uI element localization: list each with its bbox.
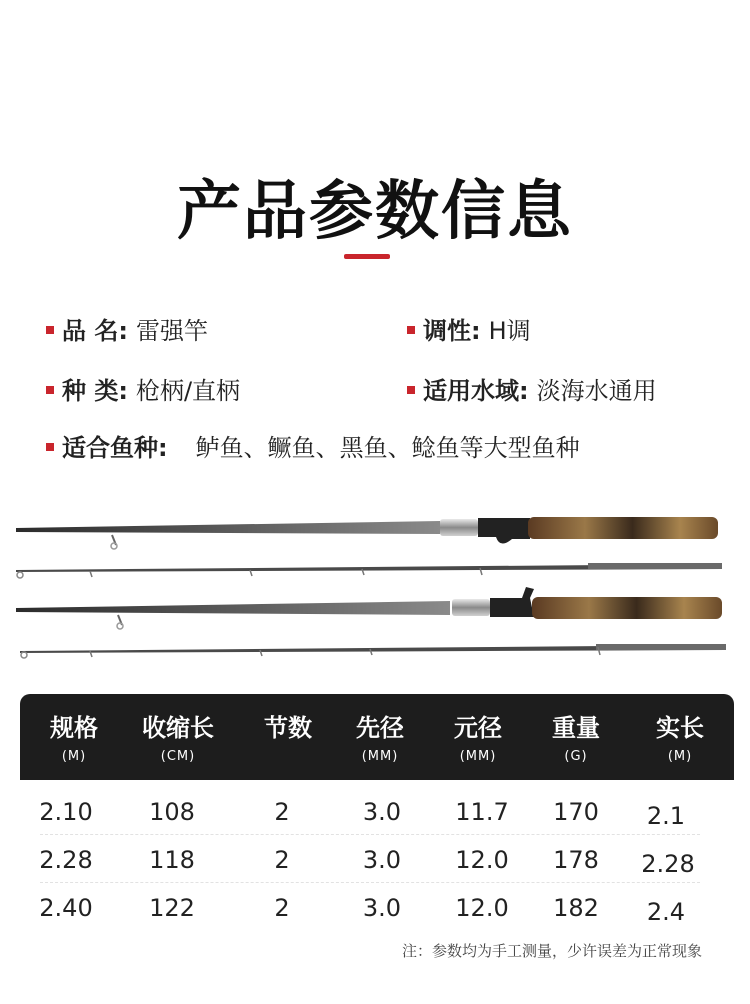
table-cell: 3.0 (362, 894, 402, 922)
bullet-icon (407, 326, 415, 334)
title-underline (344, 254, 390, 259)
table-cell: 118 (149, 846, 195, 874)
table-cell: 108 (149, 798, 195, 826)
column-header: 元径 (MM) (454, 714, 502, 764)
table-cell: 3.0 (362, 846, 402, 874)
table-cell: 2.4 (646, 898, 686, 926)
spec-type-label: 种 类: (62, 377, 128, 405)
table-cell: 2.1 (646, 802, 686, 830)
spec-water-label: 适用水域: (423, 377, 529, 405)
column-header: 规格 (M) (50, 714, 98, 764)
spec-table-header (20, 694, 734, 780)
spec-action-label: 调性: (423, 317, 481, 345)
table-cell: 12.0 (455, 846, 509, 874)
spec-type (46, 371, 240, 406)
bullet-icon (46, 443, 54, 451)
row-divider (40, 834, 700, 835)
spec-water (407, 371, 657, 406)
bullet-icon (407, 386, 415, 394)
table-cell: 182 (553, 894, 599, 922)
table-cell: 2 (274, 798, 290, 826)
fishing-rods-image (0, 505, 750, 675)
spec-name (46, 311, 208, 346)
bullet-icon (46, 386, 54, 394)
page-title: 产品参数信息 (177, 175, 573, 249)
bullet-icon (46, 326, 54, 334)
rod-2-butt (16, 587, 722, 629)
table-cell: 122 (149, 894, 195, 922)
table-cell: 178 (553, 846, 599, 874)
column-header: 实长 (M) (656, 714, 704, 764)
table-cell: 2 (274, 846, 290, 874)
spec-fish-label: 适合鱼种: (62, 434, 168, 462)
spec-action-value: H调 (488, 317, 531, 345)
table-cell: 2 (274, 894, 290, 922)
spec-type-value: 枪柄/直柄 (135, 377, 241, 405)
table-cell: 2.40 (39, 894, 93, 922)
table-cell: 2.10 (39, 798, 93, 826)
rod-1-tip (16, 563, 722, 578)
spec-action (407, 311, 531, 346)
column-header: 先径 (MM) (356, 714, 404, 764)
table-cell: 12.0 (455, 894, 509, 922)
column-header: 节数 (264, 714, 312, 742)
rod-1-butt (16, 517, 718, 549)
measurement-note: 注：参数均为手工测量，少许误差为正常现象 (401, 942, 702, 960)
table-cell: 2.28 (39, 846, 93, 874)
table-cell: 3.0 (362, 798, 402, 826)
table-cell: 11.7 (455, 798, 509, 826)
table-row (20, 798, 734, 842)
row-divider (40, 882, 700, 883)
table-cell: 2.28 (641, 850, 695, 878)
rod-2-tip (20, 644, 726, 658)
table-row (20, 894, 734, 938)
table-row (20, 846, 734, 890)
column-header: 重量 (G) (552, 714, 600, 764)
spec-fish-value: 鲈鱼、鳜鱼、黑鱼、鲶鱼等大型鱼种 (195, 434, 580, 462)
spec-water-value: 淡海水通用 (536, 377, 657, 405)
spec-fish (46, 428, 580, 463)
spec-name-label: 品 名: (62, 317, 128, 345)
table-cell: 170 (553, 798, 599, 826)
column-header: 收缩长 (CM) (142, 714, 214, 764)
spec-name-value: 雷强竿 (135, 317, 208, 345)
